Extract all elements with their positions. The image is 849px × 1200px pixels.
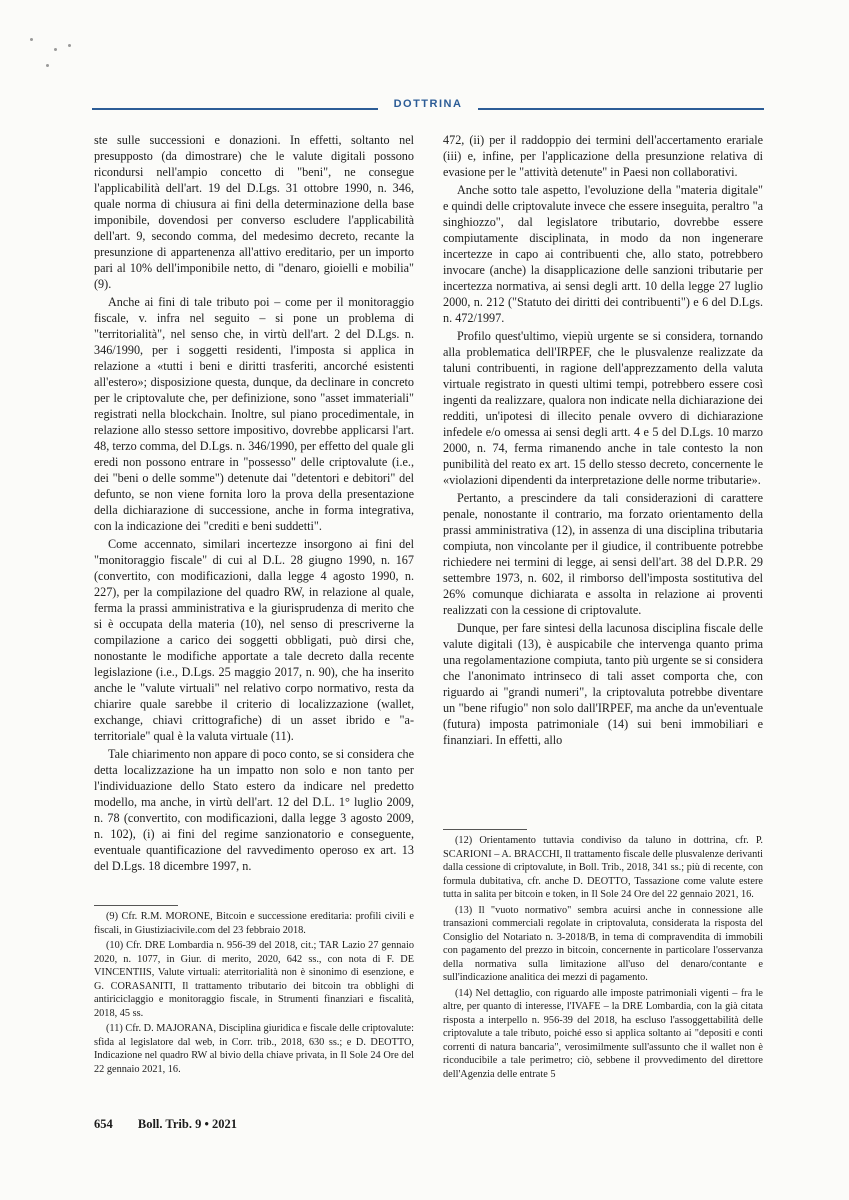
footnote: (10) Cfr. DRE Lombardia n. 956-39 del 2018, cit.; TAR Lazio 27 gennaio 2020, n. 1077, in Giur. di merito, 2020, 642 ss., con nota di F. DE VINCENTIIS, Valute virtuali: aterritorialità non è sinonimo di esenzione, e G. CORASANITI, Il trattamento tributario dei bitcoin tra obblighi di antiriciclaggio e monitoraggio fiscale, in Strumenti finanziari e fiscalità, 2018, 45 ss. xyxy=(94,940,414,1019)
journal-issue: Boll. Trib. 9 • 2021 xyxy=(137,1117,237,1131)
scan-artifact-dots xyxy=(20,30,80,70)
paragraph: Tale chiarimento non appare di poco conto, se si considera che detta localizzazione ha un impatto non solo e non tanto per l'individuazione dello Stato estero da indicare nel predetto modello, ma anche, in virtù dell'art. 12 del D.L. 1° luglio 2009, n. 78 (convertito, con modificazioni, dalla legge 3 agosto 2009, n. 102), (i) ai fini del regime sanzionatorio e conseguente, eventuale quantificazione del ravvedimento operoso ex art. 13 del D.Lgs. 18 dicembre 1997, n. xyxy=(94,747,414,873)
footnote-separator xyxy=(94,905,178,906)
footnotes-right xyxy=(443,829,763,1083)
page-footer xyxy=(94,1117,237,1132)
paragraph: Profilo quest'ultimo, viepiù urgente se si considera, tornando alla problematica dell'IRPEF, che le plusvalenze realizzate da taluni contribuenti, in ragione dell'apprezzamento della valuta virtuale registrato in questi ultimi tempi, potrebbero essere così ingenti da realizzare, qualora non indicate nella dichiarazione dei redditi, un'ipotesi di illecito penale ovvero di dichiarazione infedele e/o omessa ai sensi degli artt. 4 e 5 del D.Lgs. 10 marzo 2000, n. 74, ferma rimanendo anche in tale contesto la non punibilità del reato ex art. 15 dello stesso decreto, concernente le «violazioni dipendenti da interpretazione delle norme tributarie». xyxy=(443,329,763,487)
paragraph: Anche ai fini di tale tributo poi – come per il monitoraggio fiscale, v. infra nel seguito – si pone un problema di "territorialità", nel senso che, in virtù dell'art. 2 del D.Lgs. n. 346/1990, per i soggetti residenti, l'imposta si applica in relazione a «tutti i beni e diritti trasferiti, ancorché esistenti all'estero»; disposizione questa, dunque, da declinare in concreto per le criptovalute che, per definizione, sono "asset immateriali" registrati nella blockchain. Inoltre, sul piano procedimentale, in relazione allo stesso settore impositivo, dovrebbe applicarsi l'art. 48, terzo comma, del D.Lgs. n. 346/1990, per effetto del quale gli eredi non possono entrare in "possesso" delle criptovalute (i.e., dei "beni o delle somme") detenute dai "detentori e debitori" del defunto, se non viene fornita loro la prova della presentazione della dichiarazione di successione, anche in forma integrativa, con la indicazione dei "crediti e beni suddetti". xyxy=(94,295,414,533)
left-text-column xyxy=(94,132,414,874)
right-text-column xyxy=(443,132,763,748)
paragraph: Dunque, per fare sintesi della lacunosa disciplina fiscale delle valute digitali (13), è auspicabile che intervenga quanto prima una regolamentazione compiuta, tanto più urgente se si considera che l'anonimato intrinseco di tali asset comporta che, con riguardo ai "grandi numeri", la criptovaluta potrebbe diventare un "bene rifugio" non solo dall'IRPEF, ma anche da un'eventuale (futura) imposta patrimoniale (14) sui beni immobiliari e finanziari. In effetti, allo xyxy=(443,621,763,747)
paragraph: Pertanto, a prescindere da tali considerazioni di carattere penale, nonostante il contrario, ma forzato orientamento della prassi amministrativa (12), in assenza di una disciplina tributaria compiuta, non vincolante per il giudice, il contribuente potrebbe richiedere nei termini di legge, ai sensi dell'art. 38 del D.P.R. 29 settembre 1973, n. 602, il rimborso dell'imposta sostitutiva del 26% comunque dichiarata e assolta in relazione ai proventi realizzati con la cessione di criptovalute. xyxy=(443,491,763,617)
page-number: 654 xyxy=(94,1117,113,1131)
footnote-separator xyxy=(443,829,527,830)
section-title: DOTTRINA xyxy=(393,98,463,110)
page-header xyxy=(92,96,764,120)
header-rule-left xyxy=(92,108,378,110)
footnote: (12) Orientamento tuttavia condiviso da taluno in dottrina, cfr. P. SCARIONI – A. BRACCHI, Il trattamento fiscale delle plusvalenze derivanti dalla cessione di criptovalute, in Boll. Trib., 2018, 341 ss.; più di recente, con formula dubitativa, cfr. anche D. DEOTTO, Tassazione come valute estere tutta in salita per bitcoin e token, in Il Sole 24 Ore del 22 gennaio 2021, 16. xyxy=(443,835,763,900)
footnote: (13) Il "vuoto normativo" sembra acuirsi anche in connessione alle transazioni commerciali regolate in criptovaluta, considerata la risposta del Consiglio del Notariato n. 3-2018/B, in tema di compravendita di immobili con pagamento del prezzo in bitcoin, concernente in particolare l'osservanza della normativa sulla limitazione all'uso del denaro/contante e sull'indicazione analitica dei mezzi di pagamento. xyxy=(443,904,763,983)
paragraph: Anche sotto tale aspetto, l'evoluzione della "materia digitale" e quindi delle criptovalute invece che essere inseguita, peraltro "a singhiozzo", dal legislatore tributario, dovrebbe essere compiutamente disciplinata, in modo da non ingenerare incertezze in capo ai contribuenti che, allo stato, potrebbero invocare (anche) la disapplicazione delle sanzioni tributarie per incertezza normativa, ai sensi degli artt. 10 della legge 27 luglio 2000, n. 212 ("Statuto dei diritti dei contribuenti") e 6 del D.Lgs. n. 472/1997. xyxy=(443,183,763,325)
footnotes-left xyxy=(94,905,414,1078)
paragraph: ste sulle successioni e donazioni. In effetti, soltanto nel presupposto (da dimostrare) che le valute digitali possono ricondursi nell'ampio concetto di "beni", ne consegue l'applicabilità dell'art. 19 del D.Lgs. 31 ottobre 1990, n. 346, quale norma di chiusura ai fini della determinazione della base imponibile, dovendosi per converso escludere l'applicabilità dell'art. 9, secondo comma, del medesimo decreto, recante la presunzione di appartenenza all'attivo ereditario, per un importo pari al 10% dell'imponibile netto, di "denaro, gioielli e mobilia" (9). xyxy=(94,133,414,291)
footnote: (11) Cfr. D. MAJORANA, Disciplina giuridica e fiscale delle criptovalute: sfida al legislatore dal web, in Corr. trib., 2018, 630 ss.; e D. DEOTTO, Indicazione nel quadro RW al bivio della chiave privata, in Il Sole 24 Ore del 22 gennaio 2021, 16. xyxy=(94,1023,414,1075)
footnote: (9) Cfr. R.M. MORONE, Bitcoin e successione ereditaria: profili civili e fiscali, in Giustiziacivile.com del 23 febbraio 2018. xyxy=(94,911,414,936)
footnote: (14) Nel dettaglio, con riguardo alle imposte patrimoniali vigenti – fra le altre, per quanto di interesse, l'IVAFE – la DRE Lombardia, con la già citata risposta a interpello n. 956-39 del 2018, ha escluso l'assoggettabilità delle criptovalute a tale tributo, poiché esso si applica soltanto ai "depositi e conti correnti di natura bancaria", verosimilmente sull'assunto che il wallet non è riconducibile a tale perimetro; ciò, sebbene il provvedimento del direttore dell'Agenzia delle entrate 5 xyxy=(443,987,763,1080)
paragraph: Come accennato, similari incertezze insorgono ai fini del "monitoraggio fiscale" di cui al D.L. 28 giugno 1990, n. 167 (convertito, con modificazioni, dalla legge 4 agosto 1990, n. 227), per la compilazione del quadro RW, in relazione al quale, ferma la prassi amministrativa e la giurisprudenza di merito che si è occupata della materia (10), nel senso di prescriverne la compilazione a carico dei soggetti obbligati, può dirsi che, nonostante le modifiche apportate a tale decreto dalla recente legislazione (i.e., D.Lgs. 25 maggio 2017, n. 90), che ha inserito anche le "valute virtuali" nel relativo corpo normativo, resta da chiarire quale sarebbe il criterio di localizzazione (wallet, exchange, chiavi crittografiche) di un asset ibrido e "a-territoriale" qual è la valuta virtuale (11). xyxy=(94,537,414,743)
paragraph: 472, (ii) per il raddoppio dei termini dell'accertamento erariale (iii) e, infine, per l'applicazione della presunzione relativa di evasione per le "attività detenute" in Paesi non collaborativi. xyxy=(443,133,763,179)
header-rule-right xyxy=(478,108,764,110)
